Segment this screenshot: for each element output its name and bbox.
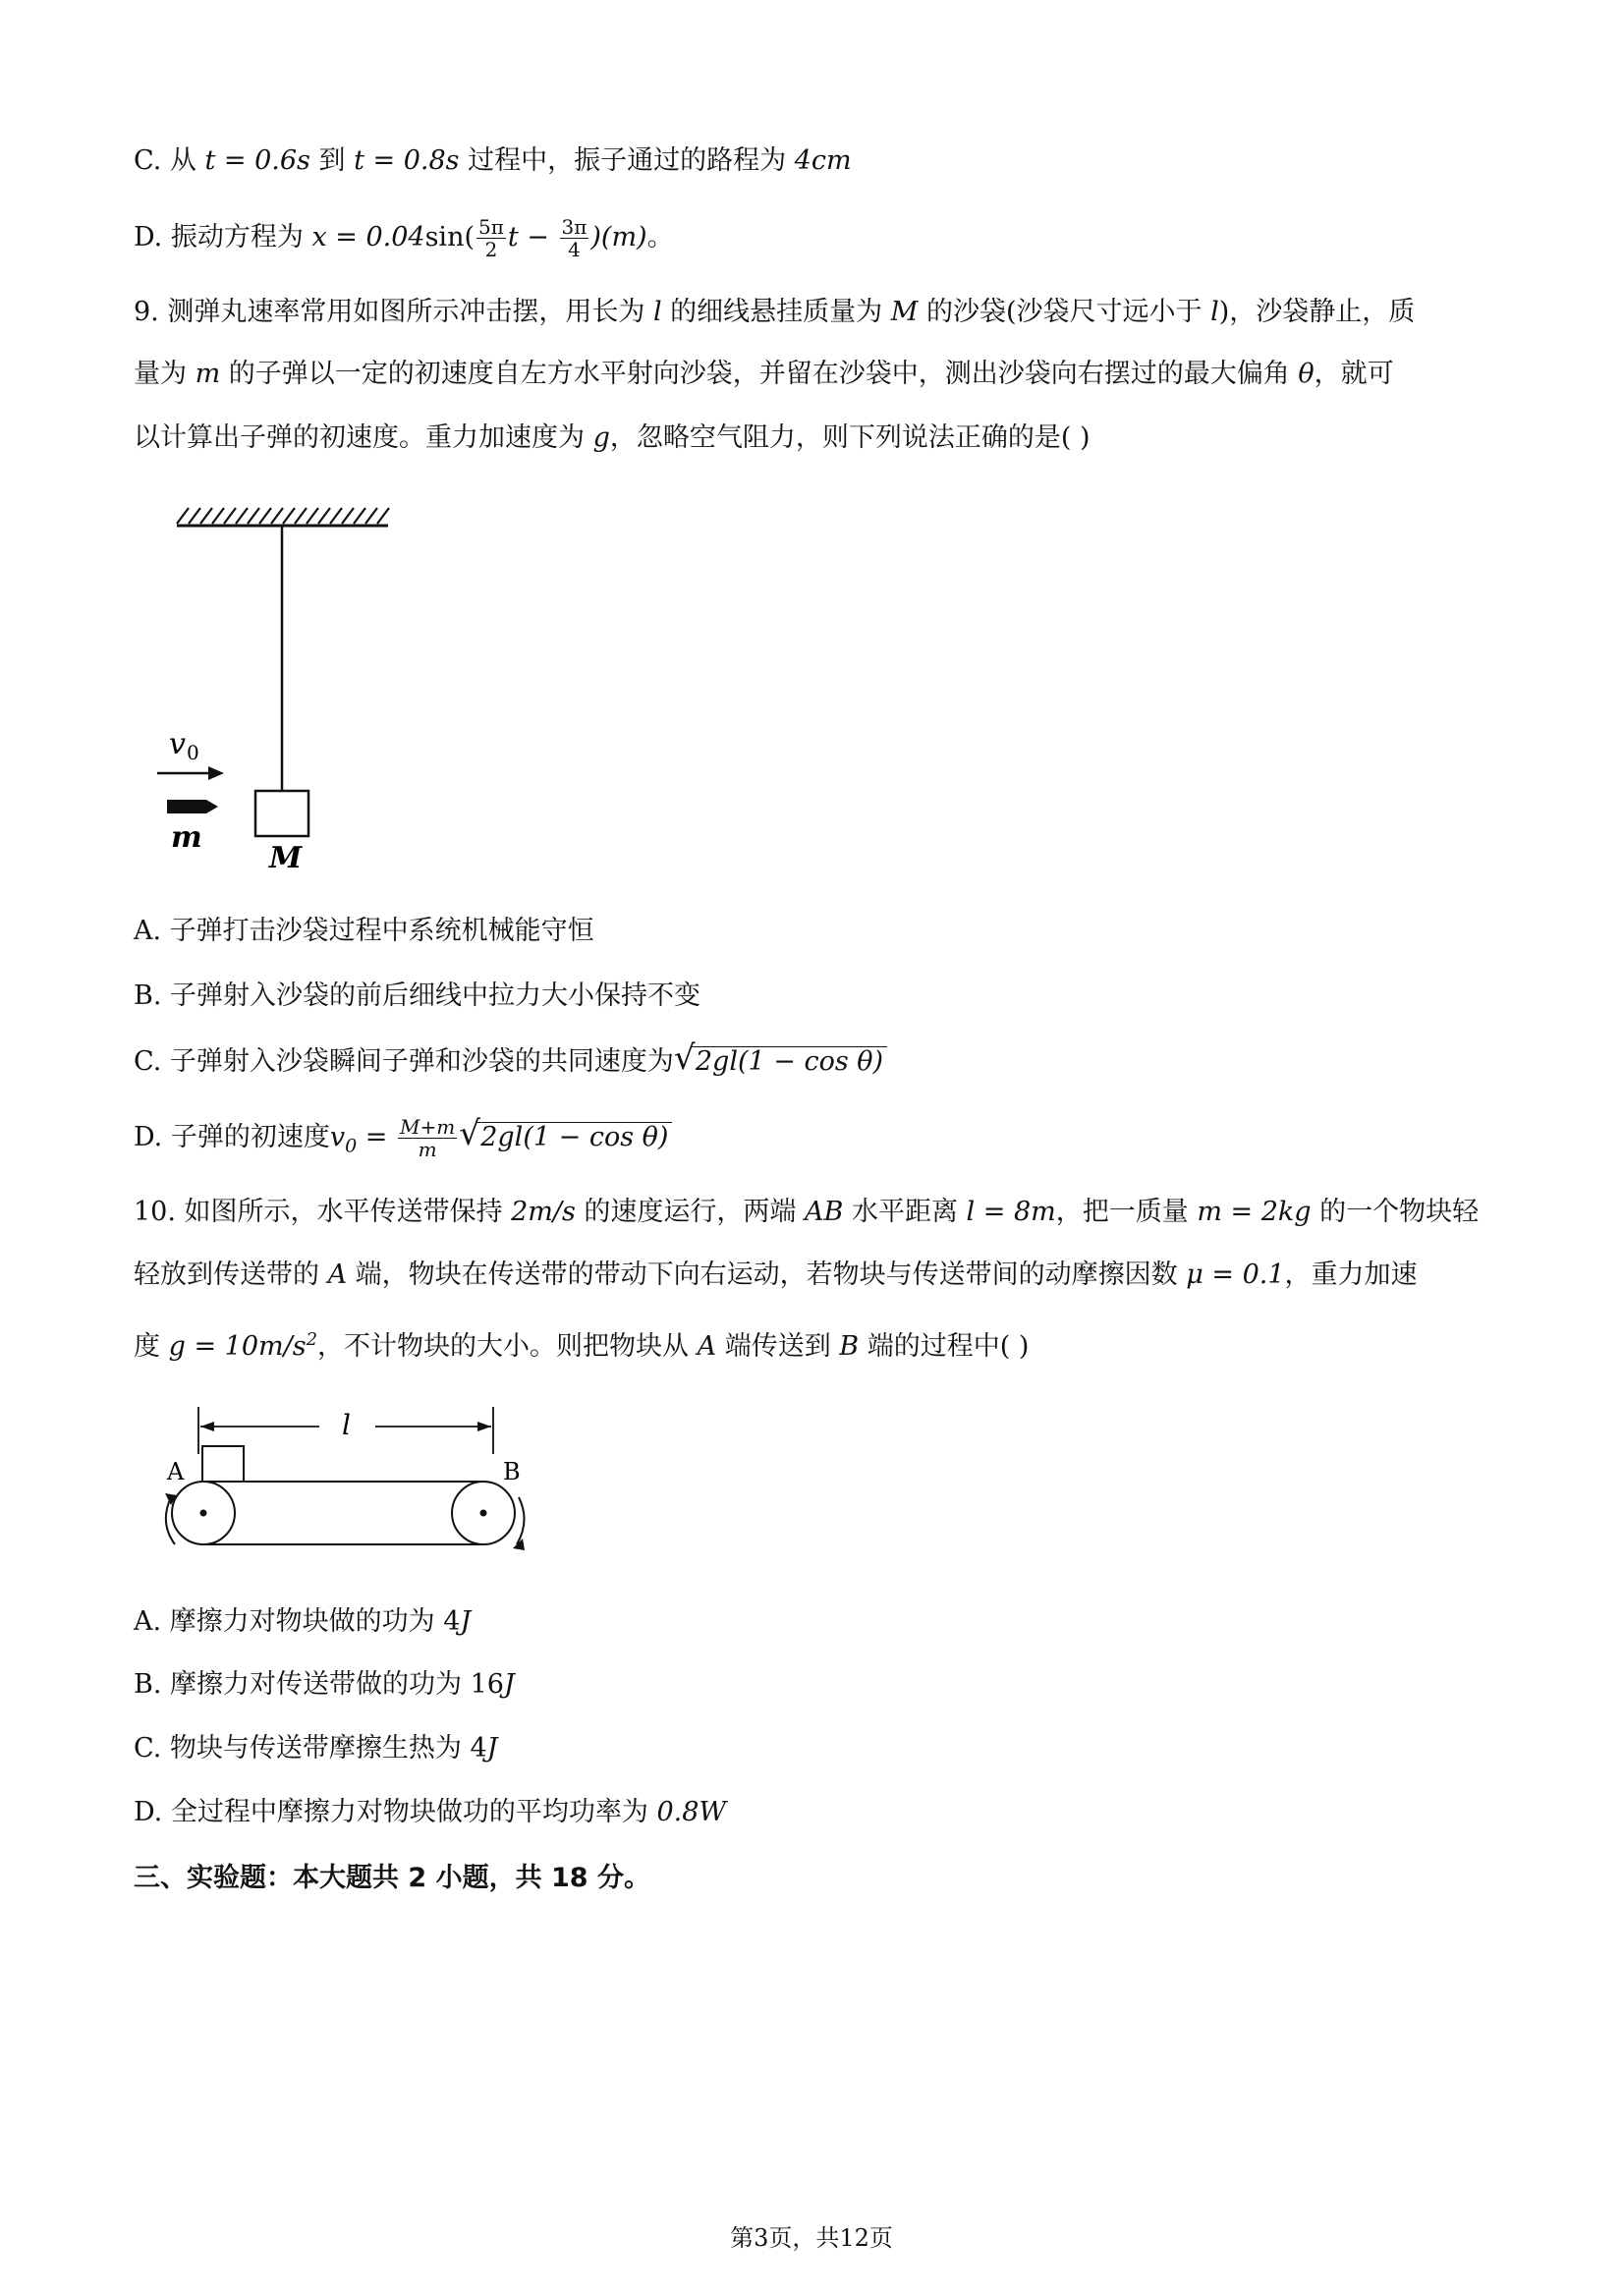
page-footer: 第3页，共12页 bbox=[730, 2224, 893, 2252]
bullet-label: m bbox=[171, 820, 202, 855]
rotation-arrow-right bbox=[517, 1497, 525, 1544]
q9-option-c: C. 子弹射入沙袋瞬间子弹和沙袋的共同速度为 √ 2gl(1 − cos θ) bbox=[134, 1044, 887, 1080]
ballistic-pendulum-figure bbox=[147, 496, 403, 879]
q9-stem-line-3: 以计算出子弹的初速度。重力加速度为 g，忽略空气阻力，则下列说法正确的是( ) bbox=[134, 422, 1091, 453]
end-a-label: A bbox=[167, 1458, 185, 1485]
q10-stem-line-3: 度 $g = 10m/s^2$，不计物块的大小。则把物块从 A 端传送到 B 端的过程中( ) bbox=[134, 1329, 1030, 1362]
q10-stem-line-1: 10. 如图所示，水平传送带保持 2m/s 的速度运行，两端 AB 水平距离 l = 8m，把一质量 m = 2kg 的一个物块轻 bbox=[134, 1197, 1480, 1227]
velocity-arrowhead bbox=[208, 766, 224, 780]
q8-option-d: D. 振动方程为 x = 0.04sin( $\frac{5\pi}{2}$ t − $\frac{3\pi}{4}$ )(m)。 bbox=[134, 215, 674, 261]
end-b-label: B bbox=[503, 1458, 521, 1485]
ceiling-hatching bbox=[177, 508, 389, 524]
q10-option-c: C. 物块与传送带摩擦生热为 4J bbox=[134, 1733, 498, 1764]
sqrt-expression: √ 2gl(1 − cos θ) bbox=[459, 1120, 672, 1155]
q9-option-a: A. 子弹打击沙袋过程中系统机械能守恒 bbox=[134, 916, 594, 946]
velocity-label: v bbox=[169, 727, 186, 761]
sandbag-block bbox=[255, 791, 308, 836]
q10-option-d: D. 全过程中摩擦力对物块做功的平均功率为 0.8W bbox=[134, 1797, 727, 1827]
q8-option-c: C. 从 t = 0.6s 到 t = 0.8s 过程中，振子通过的路程为 4cm bbox=[134, 145, 852, 176]
q9-stem-line-1: 9. 测弹丸速率常用如图所示冲击摆，用长为 l 的细线悬挂质量为 M 的沙袋(沙袋尺寸远小于 l)，沙袋静止，质 bbox=[134, 297, 1416, 327]
q10-stem-line-2: 轻放到传送带的 A 端，物块在传送带的带动下向右运动，若物块与传送带间的动摩擦因数 μ = 0.1，重力加速 bbox=[134, 1260, 1418, 1290]
q9-option-b: B. 子弹射入沙袋的前后细线中拉力大小保持不变 bbox=[134, 980, 701, 1011]
q10-option-a: A. 摩擦力对物块做的功为 4J bbox=[134, 1606, 472, 1637]
sqrt-expression: √ 2gl(1 − cos θ) bbox=[674, 1044, 887, 1080]
q9-stem-line-2: 量为 m 的子弹以一定的初速度自左方水平射向沙袋，并留在沙袋中，测出沙袋向右摆过的最大偏角 θ，就可 bbox=[134, 359, 1394, 389]
fraction-5pi-2: $\frac{5\pi}{2}$ bbox=[478, 215, 504, 261]
q9-option-d: D. 子弹的初速度$v_0$ = $\frac{M+m}{m}$ √ 2gl(1 − cos θ) bbox=[134, 1116, 672, 1163]
sandbag-label: M bbox=[269, 841, 303, 875]
block bbox=[202, 1446, 244, 1482]
length-label: l bbox=[342, 1409, 351, 1441]
velocity-subscript: 0 bbox=[187, 741, 199, 764]
fraction-3pi-4: $\frac{3\pi}{4}$ bbox=[561, 215, 588, 261]
q10-option-b: B. 摩擦力对传送带做的功为 16J bbox=[134, 1669, 515, 1700]
conveyor-belt-figure bbox=[147, 1395, 540, 1567]
bullet-icon bbox=[167, 800, 218, 813]
fraction-mass-ratio: $\frac{M+m}{m}$ bbox=[400, 1115, 456, 1161]
section-heading: 三、实验题：本大题共 2 小题，共 18 分。 bbox=[134, 1863, 650, 1893]
